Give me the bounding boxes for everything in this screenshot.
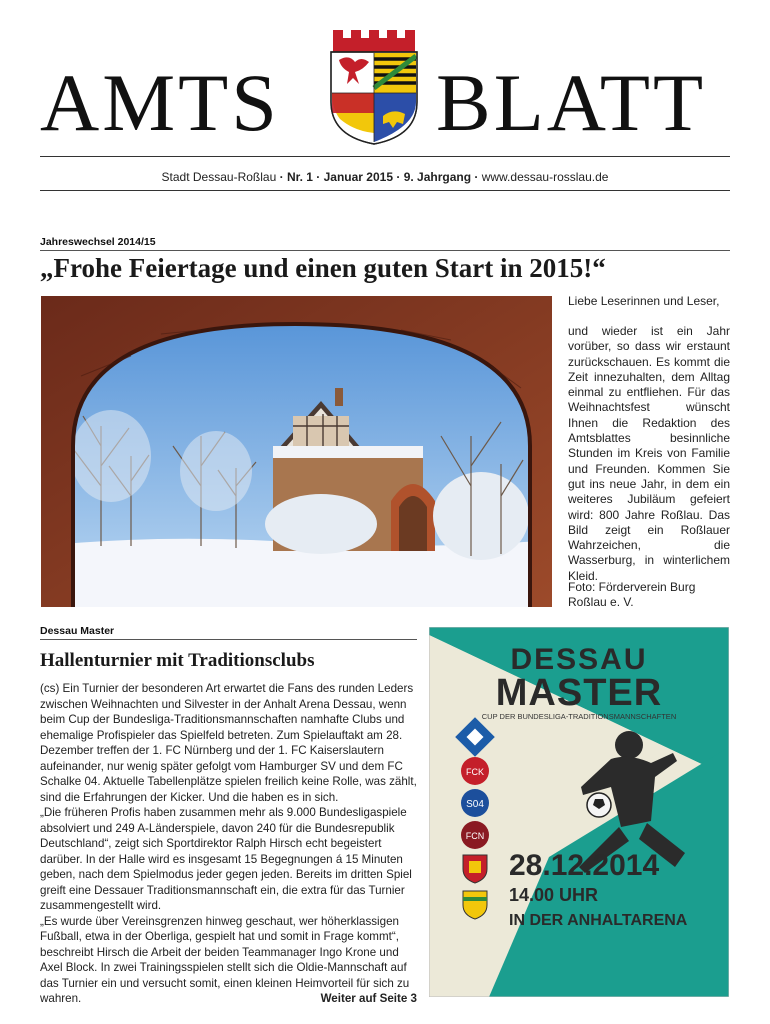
continue-link[interactable]: Weiter auf Seite 3 bbox=[320, 992, 417, 1005]
article2-headline: Hallenturnier mit Traditionsclubs bbox=[40, 650, 315, 671]
issue-city: Stadt Dessau-Roßlau bbox=[161, 170, 277, 184]
issue-rule bbox=[40, 190, 730, 191]
article2-kicker: Dessau Master bbox=[40, 625, 115, 637]
issue-date: Januar 2015 bbox=[323, 170, 394, 184]
article1-photo-credit bbox=[568, 580, 730, 611]
article1-photo-credit-text: Foto: Förderverein Burg Roßlau e. V. bbox=[568, 580, 696, 610]
article2-body bbox=[40, 681, 417, 1007]
poster-venue: IN DER ANHALTARENA bbox=[509, 912, 688, 929]
poster-subtitle: CUP DER BUNDESLIGA-TRADITIONSMANNSCHAFTEN bbox=[481, 712, 677, 721]
masthead-word-left: AMTS bbox=[40, 57, 280, 148]
fck-logo-icon bbox=[461, 757, 489, 785]
article1-salutation-text: Liebe Leserinnen und Leser, bbox=[568, 294, 720, 308]
svg-text:S04: S04 bbox=[466, 799, 484, 810]
schalke-logo-icon bbox=[461, 789, 489, 817]
poster-date: 28.12.2014 bbox=[509, 849, 660, 882]
masthead bbox=[0, 0, 770, 150]
poster-time: 14.00 UHR bbox=[509, 885, 599, 905]
article1-headline: „Frohe Feiertage und einen guten Start in 2015!“ bbox=[40, 253, 606, 283]
masthead-word-right: BLATT bbox=[436, 57, 707, 148]
issue-volume: 9. Jahrgang bbox=[403, 170, 472, 184]
article2-paragraph: „Die früheren Profis haben zusammen mehr als 9.000 Bundesligaspiele absolviert und 249 A-Länderspiele, davon 240 für die Bundesrepublik Deutschland“, zeigt sich Sportdirektor Ralph Hirsch echt begeistert darüber. In der Halle wird es insgesamt 15 Begegnungen á 15 Minuten geben, nach dem Spielmodus jeder gegen jeden. Bereits im dritten Spiel greift eine Dessauer Traditionsmannschaft ein, die extra für das Turnier zusammengestellt wird. bbox=[40, 806, 412, 912]
article1-body-text: und wieder ist ein Jahr vorüber, so dass wir erstaunt zurückschauen. Es kommt die Zeit innezuhalten, dem Alltag einmal zu entfliehen. Für das Weihnachtsfest wünscht Ihnen die Redaktion des Amtsblattes besinnliche Stunden im Kreis von Familie und Freunden. Kommen Sie gut ins neue Jahr, in dem ein weiteres Jubiläum gefeiert wird: 800 Jahre Roßlau. Das Bild zeigt ein Roßlauer Wahrzeichen, die Wasserburg, in winterlichem Kleid. bbox=[568, 324, 730, 583]
masthead-rule bbox=[40, 156, 730, 157]
dessau-master-poster bbox=[429, 627, 729, 997]
article1-kicker: Jahreswechsel 2014/15 bbox=[40, 236, 156, 248]
article2-kicker-rule bbox=[40, 639, 417, 640]
anhalt-logo-icon bbox=[463, 891, 487, 919]
article2-paragraph: „Es wurde über Vereinsgrenzen hinweg geschaut, wer höherklassigen Fußball, etwa in der Oberliga, gespielt hat und somit in Frage kommt“, beschreibt Hirsch die Arbeit der beiden Teammanager Ingo Krone und Axel Block. In zwei Trainingsspielen stellt sich die Oldie-Mannschaft auf das Turnier ein und versucht somit, einen kleinen Heimvorteil für sich zu wahren. Weiter auf Seite 3 bbox=[40, 914, 417, 1005]
issue-number: Nr. 1 bbox=[286, 170, 313, 184]
issue-line: Stadt Dessau-Roßlau · Nr. 1 · Januar 2015 · 9. Jahrgang · www.dessau-rosslau.de bbox=[161, 170, 609, 184]
poster-title-main: MASTER bbox=[495, 672, 663, 714]
dessau-logo-icon bbox=[463, 855, 487, 883]
issue-website-link[interactable]: www.dessau-rosslau.de bbox=[481, 170, 609, 184]
svg-text:FCK: FCK bbox=[466, 767, 484, 777]
article1-kicker-rule bbox=[40, 250, 730, 251]
svg-text:FCN: FCN bbox=[465, 831, 485, 841]
article1-body bbox=[568, 324, 730, 584]
article2-paragraph: (cs) Ein Turnier der besonderen Art erwartet die Fans des runden Leders zwischen Weihnachten und Silvester in der Anhalt Arena Dessau, wenn beim Cup der Bundesliga-Traditionsmannschaften namhafte Clubs und ehemalige Profispieler das Spielfeld betreten. Zum Spielauftakt am 28. Dezember treffen der 1. FC Nürnberg und der 1. FC Kaiserslautern aufeinander, nur wenig später gefolgt vom Hamburger SV und dem FC Schalke 04. Aktuelle Tabellenplätze spielen freilich keine Rolle, was zählt, sind die Erfahrungen der Kicker. Und die haben es in sich. bbox=[40, 682, 417, 804]
fcn-logo-icon bbox=[461, 821, 489, 849]
article1-salutation bbox=[568, 294, 730, 309]
coat-of-arms-icon bbox=[327, 28, 421, 146]
poster-title-top: DESSAU bbox=[510, 643, 648, 676]
castle-winter-photo bbox=[41, 296, 552, 607]
